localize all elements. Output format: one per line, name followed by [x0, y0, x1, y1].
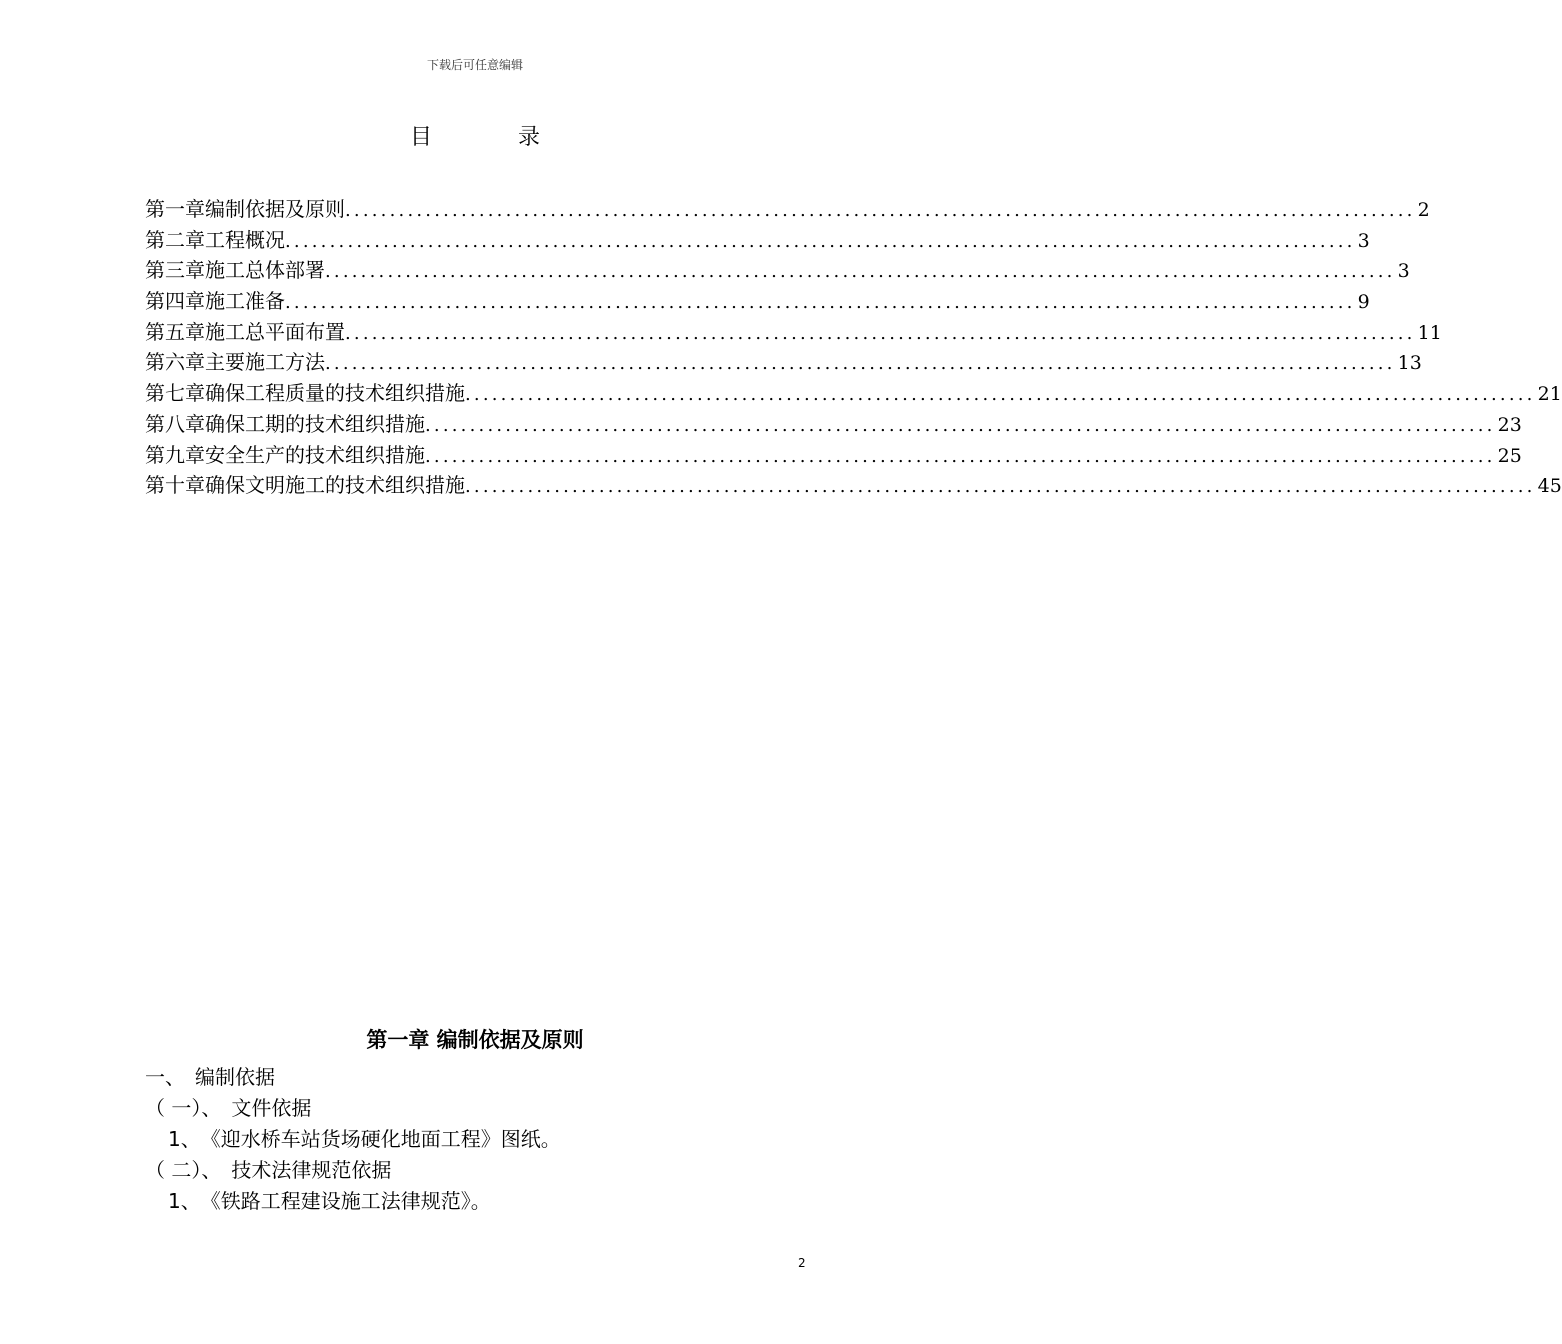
toc-entry-leader-dots: ........................................................................................................................ [465, 476, 1536, 498]
toc-entry-chapter: 第五章 [145, 319, 205, 344]
toc-entry-title: 安全生产的技术组织措施 [205, 442, 425, 467]
toc-entry-chapter: 第一章 [145, 197, 205, 221]
toc-title [0, 120, 950, 151]
toc-entry-page-number: 3 [1397, 260, 1410, 283]
toc-entry[interactable] [145, 285, 1370, 316]
page-number: 2 [798, 1256, 806, 1270]
toc-entry-leader-dots: ........................................................................................................................ [325, 353, 1396, 375]
toc-entry-leader-dots: ........................................................................................................................ [325, 261, 1396, 283]
toc-entry-title: 确保工程质量的技术组织措施 [205, 381, 465, 406]
toc-entry-chapter: 第六章 [145, 350, 205, 375]
toc-entry-page-number: 3 [1357, 229, 1370, 252]
section-heading-compilation-basis: 一、 编制依据 [145, 1065, 275, 1089]
toc-entry-leader-dots: ........................................................................................................................ [465, 384, 1536, 406]
toc-entry-leader-dots: ........................................................................................................................ [425, 445, 1496, 467]
toc-entry-chapter: 第四章 [145, 289, 205, 314]
toc-entry-title: 施工总平面布置 [205, 319, 345, 344]
subsection-technical-regulations: （ 二）、 技术法律规范依据 [145, 1158, 392, 1182]
toc-entry[interactable] [145, 439, 1522, 470]
toc-entry-page-number: 23 [1497, 413, 1522, 436]
toc-entry-leader-dots: ........................................................................................................................ [345, 200, 1416, 221]
toc-entry-page-number: 2 [1417, 199, 1430, 221]
toc-entry-chapter: 第九章 [145, 442, 205, 467]
toc-entry[interactable] [145, 346, 1422, 377]
chapter-heading: 第一章 编制依据及原则 [366, 1028, 584, 1052]
toc-entry[interactable] [145, 254, 1410, 285]
toc-entry-leader-dots: ........................................................................................................................ [345, 322, 1416, 344]
toc-entry-page-number: 25 [1497, 444, 1522, 467]
toc-entry-chapter: 第三章 [145, 258, 205, 283]
list-item-drawings: 1、 《迎水桥车站货场硬化地面工程》图纸。 [168, 1127, 561, 1151]
toc-entry-chapter: 第七章 [145, 381, 205, 406]
table-of-contents [145, 193, 1562, 500]
list-item-railway-regulations: 1、 《铁路工程建设施工法律规范》。 [168, 1189, 491, 1213]
toc-entry-title: 施工准备 [205, 289, 285, 314]
toc-entry-chapter: 第二章 [145, 227, 205, 252]
toc-title-left: 目 [409, 125, 432, 150]
subsection-document-basis: （ 一）、 文件依据 [145, 1096, 312, 1120]
toc-entry[interactable] [145, 193, 1430, 224]
toc-entry-leader-dots: ........................................................................................................................ [425, 414, 1496, 436]
toc-entry-page-number: 45 [1537, 475, 1562, 498]
toc-entry-title: 主要施工方法 [205, 350, 325, 375]
toc-entry-title: 工程概况 [205, 227, 285, 252]
toc-entry[interactable] [145, 469, 1562, 500]
toc-entry-page-number: 13 [1397, 352, 1422, 375]
toc-entry-title: 施工总体部署 [205, 258, 325, 283]
toc-entry-page-number: 21 [1537, 383, 1562, 406]
toc-entry-page-number: 11 [1417, 321, 1442, 344]
toc-title-right: 录 [518, 125, 541, 150]
toc-entry-title: 确保工期的技术组织措施 [205, 411, 425, 436]
toc-entry[interactable] [145, 408, 1522, 439]
toc-entry[interactable] [145, 224, 1370, 255]
toc-entry-chapter: 第八章 [145, 411, 205, 436]
toc-entry-title: 确保文明施工的技术组织措施 [205, 473, 465, 498]
toc-entry[interactable] [145, 377, 1562, 408]
toc-entry-chapter: 第十章 [145, 473, 205, 498]
toc-entry-leader-dots: ........................................................................................................................ [285, 292, 1356, 314]
toc-entry-leader-dots: ........................................................................................................................ [285, 230, 1356, 252]
toc-entry-page-number: 9 [1357, 291, 1370, 314]
toc-entry-title: 编制依据及原则 [205, 197, 345, 221]
page-header-text: 下载后可任意编辑 [426, 58, 523, 72]
toc-entry[interactable] [145, 316, 1442, 347]
